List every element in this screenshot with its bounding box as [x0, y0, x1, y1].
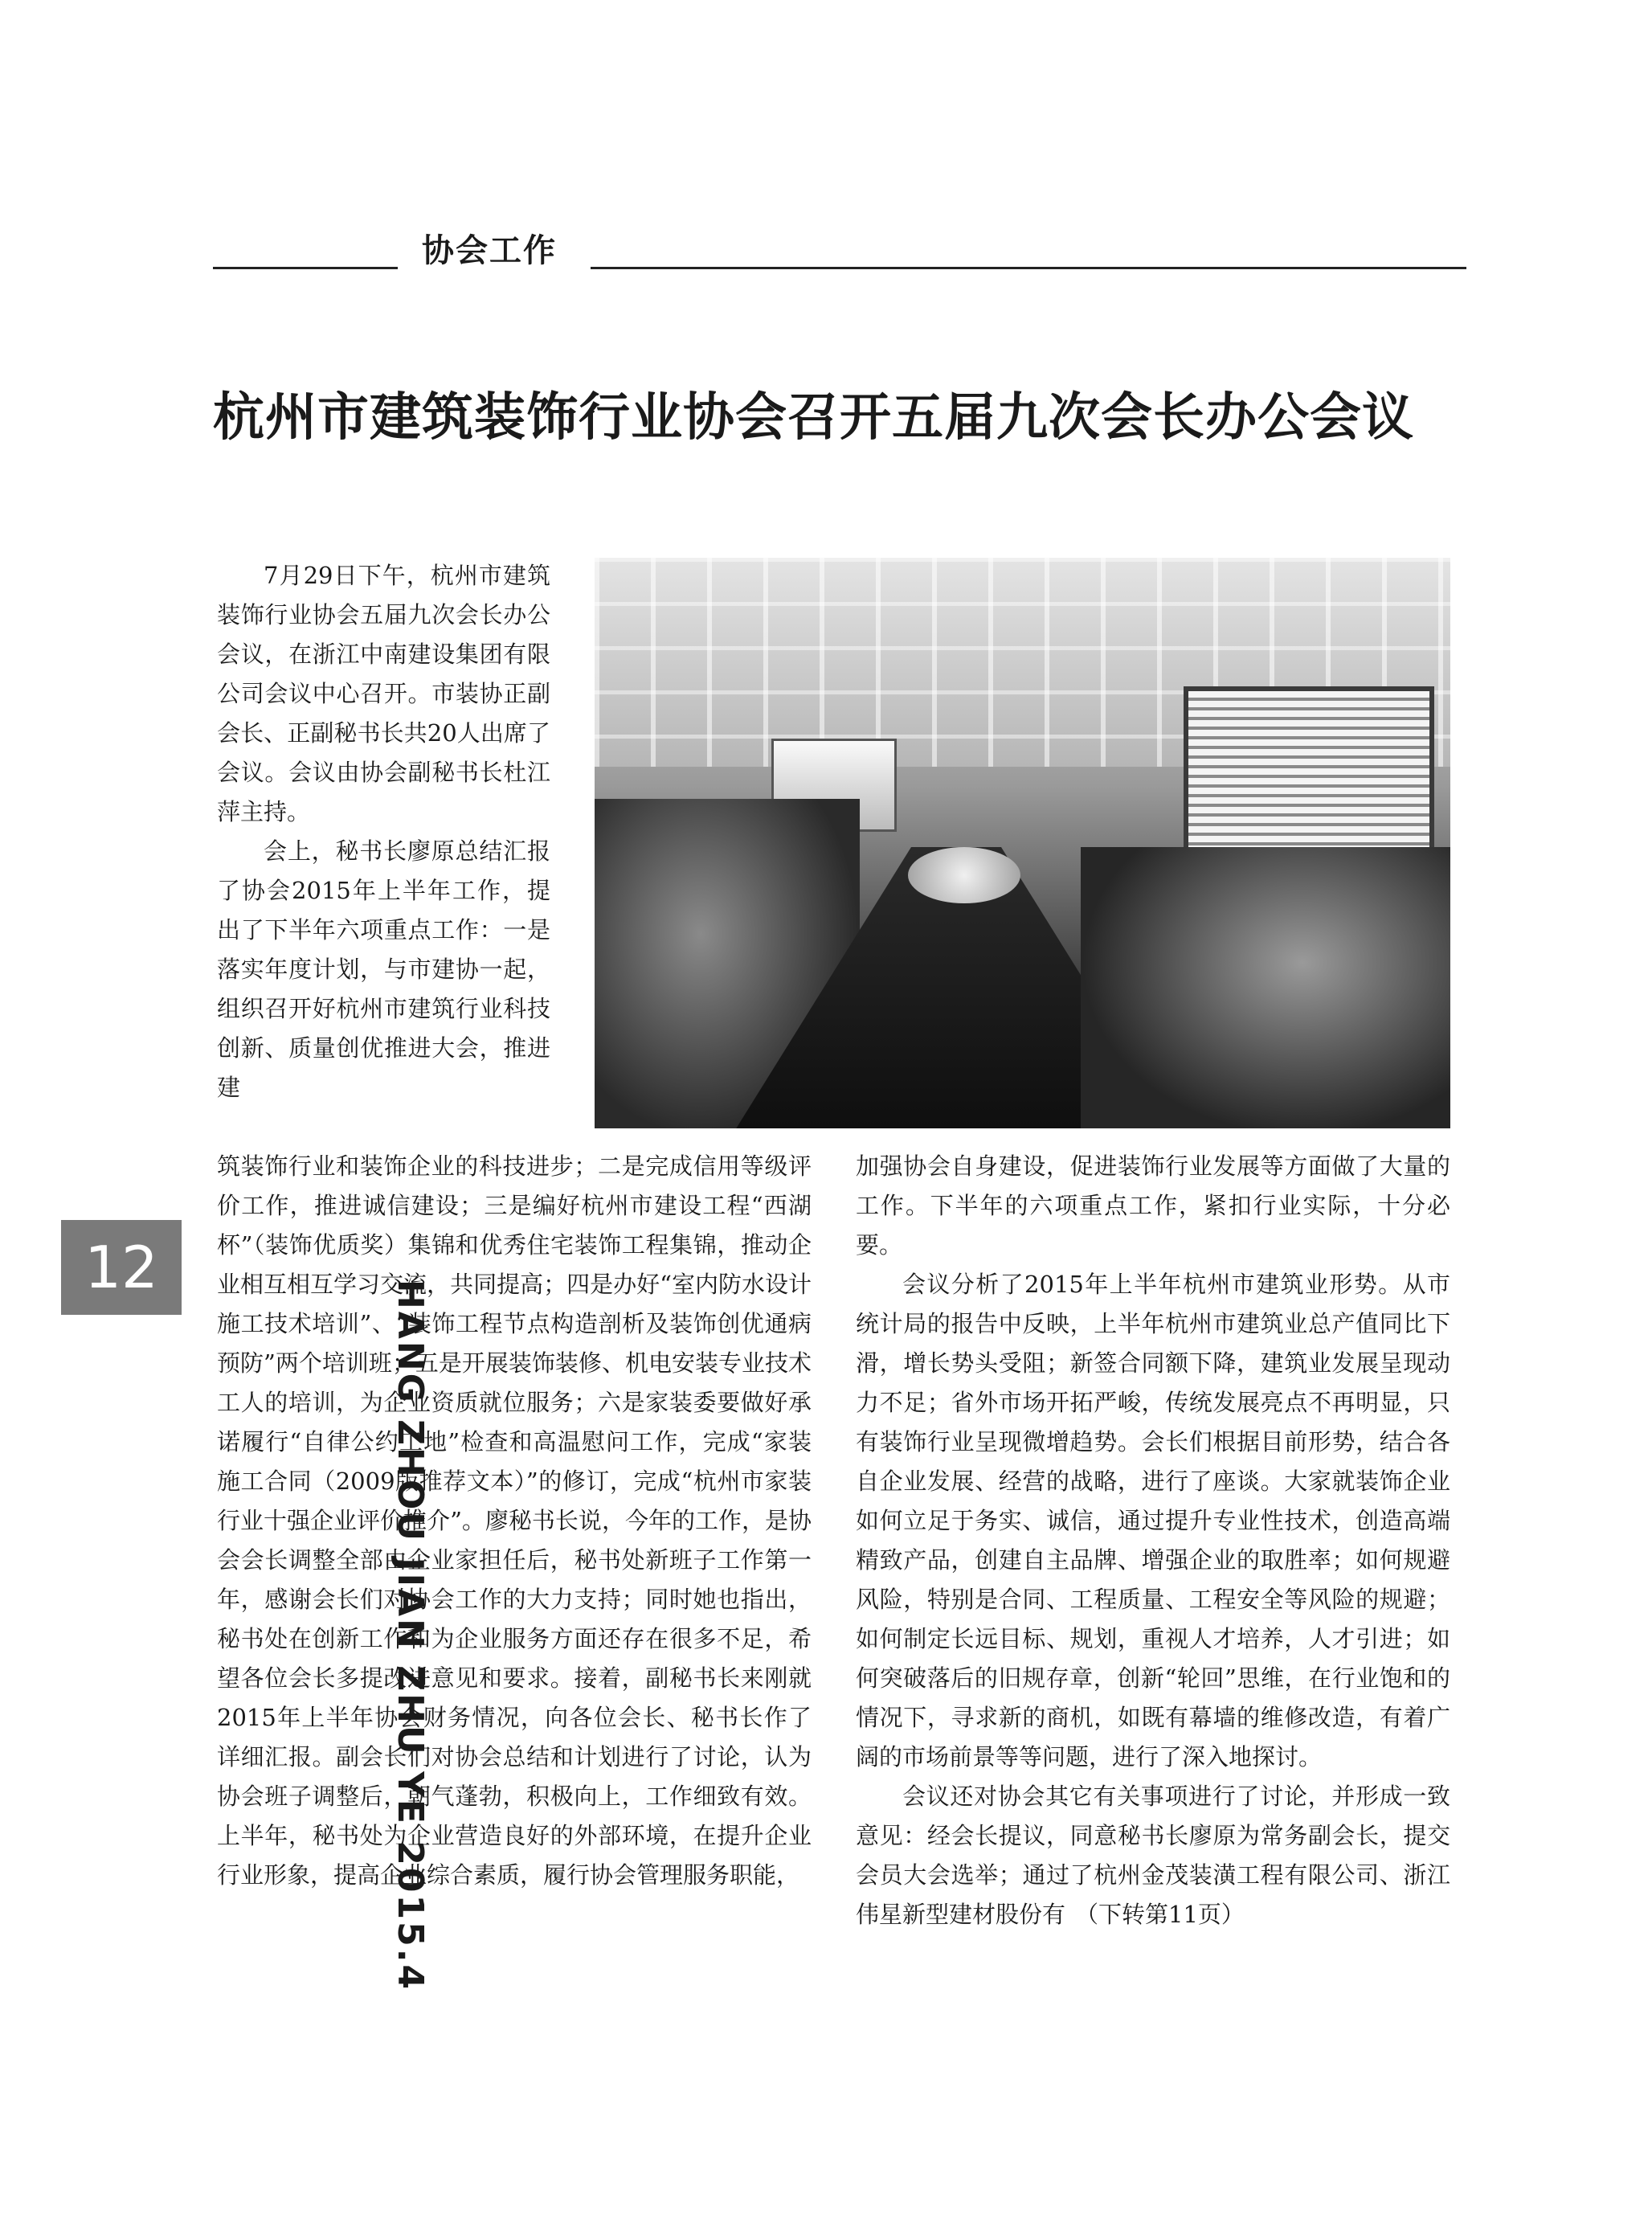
- article-title: 杭州市建筑装饰行业协会召开五届九次会长办公会议: [213, 387, 1414, 448]
- paragraph-2-end: 加强协会自身建设，促进装饰行业发展等方面做了大量的工作。下半年的六项重点工作，紧扣行业实际，十分必要。: [856, 1152, 1450, 1259]
- continued-note[interactable]: （下转第11页）: [1075, 1901, 1245, 1928]
- section-header: [213, 225, 1466, 273]
- paragraph-4: [856, 1777, 1450, 1934]
- section-label: 协会工作: [422, 232, 557, 269]
- right-column: [856, 1147, 1450, 1934]
- intro-column: [217, 556, 550, 1107]
- header-rule-right: [591, 267, 1466, 269]
- running-title: HANG ZHOU JIAN ZHU YE 2015.4: [390, 1279, 431, 1992]
- paragraph-3: 会议分析了2015年上半年杭州市建筑业形势。从市统计局的报告中反映，上半年杭州市建筑业总产值同比下滑，增长势头受阻；新签合同额下降，建筑业发展呈现动力不足；省外市场开拓严峻，传统发展亮点不再明显，只有装饰行业呈现微增趋势。会长们根据目前形势，结合各自企业发展、经营的战略，进行了座谈。大家就装饰企业如何立足于务实、诚信，通过提升专业性技术，创造高端精致产品，创建自主品牌、增强企业的取胜率；如何规避风险，特别是合同、工程质量、工程安全等风险的规避；如何制定长远目标、规划，重视人才培养，人才引进；如何突破落后的旧规存章，创新“轮回”思维，在行业饱和的情况下，寻求新的商机，如既有幕墙的维修改造，有着广阔的市场前景等等问题，进行了深入地探讨。: [856, 1271, 1450, 1771]
- photo-attendees-right: [1081, 847, 1450, 1128]
- meeting-photo: [595, 558, 1450, 1128]
- photo-flower-arrangement: [908, 847, 1020, 903]
- photo-window: [1184, 686, 1434, 857]
- paragraph-2-continued: 筑装饰行业和装饰企业的科技进步；二是完成信用等级评价工作，推进诚信建设；三是编好杭州市建设工程“西湖杯”（装饰优质奖）集锦和优秀住宅装饰工程集锦，推动企业相互相互学习交流，共同提高；四是办好“室内防水设计施工技术培训”、“装饰工程节点构造剖析及装饰创优通病预防”两个培训班；五是开展装饰装修、机电安装专业技术工人的培训，为企业资质就位服务；六是家装委要做好承诺履行“自律公约工地”检查和高温慰问工作，完成“家装施工合同（2009版推荐文本）”的修订，完成“杭州市家装行业十强企业评价推介”。廖秘书长说，今年的工作，是协会会长调整全部由企业家担任后，秘书处新班子工作第一年，感谢会长们对协会工作的大力支持；同时她也指出，秘书处在创新工作和为企业服务方面还存在很多不足，希望各位会长多提改进意见和要求。接着，副秘书长来刚就2015年上半年协会财务情况，向各位会长、秘书长作了详细汇报。副会长们对协会总结和计划进行了讨论，认为协会班子调整后，朝气蓬勃，积极向上，工作细致有效。上半年，秘书处为企业营造良好的外部环境，在提升企业行业形象，提高企业综合素质，履行协会管理服务职能，: [217, 1152, 812, 1889]
- page-number: 12: [61, 1220, 182, 1315]
- paragraph-4-text: 会议还对协会其它有关事项进行了讨论，并形成一致意见：经会长提议，同意秘书长廖原为常务副会长，提交会员大会选举；通过了杭州金茂装潢工程有限公司、浙江伟星新型建材股份有: [856, 1783, 1450, 1928]
- paragraph-2: 会上，秘书长廖原总结汇报了协会2015年上半年工作，提出了下半年六项重点工作：一是落实年度计划，与市建协一起，组织召开好杭州市建筑行业科技创新、质量创优推进大会，推进建: [217, 837, 550, 1101]
- left-column: [217, 1147, 812, 1895]
- header-rule-left: [213, 267, 398, 269]
- paragraph-1: 7月29日下午，杭州市建筑装饰行业协会五届九次会长办公会议，在浙江中南建设集团有限公司会议中心召开。市装协正副会长、正副秘书长共20人出席了会议。会议由协会副秘书长杜江萍主持。: [217, 562, 550, 825]
